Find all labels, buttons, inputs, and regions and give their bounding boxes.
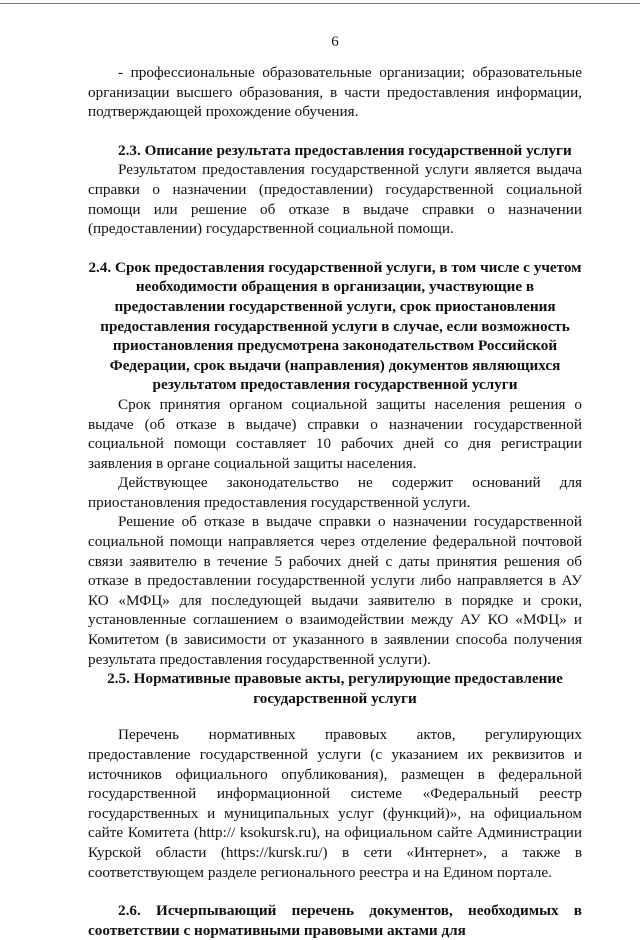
section-2-4-paragraph: Действующее законодательство не содержит оснований для приостановления предоставления государственной услуги. (88, 474, 582, 511)
section-2-5-paragraph: Перечень нормативных правовых актов, регулирующих предоставление государственной услуги (с указанием их реквизитов и источников официального опубликования), размещен в федеральной государственной информационной системе «Федеральный реестр государственных и муниципальных услуг (функций)», на официальном сайте Комитета (http:// ksokursk.ru), на официальном сайте Администрации Курской области (https://kursk.ru/) в сети «Интернет», а также в соответствующем разделе регионального реестра и на Едином портале. (88, 726, 582, 881)
spacer (88, 708, 582, 725)
section-2-6-heading: 2.6. Исчерпывающий перечень документов, необходимых в соответствии с нормативными правовыми актами для (88, 902, 582, 939)
intro-paragraph: - профессиональные образовательные организации; образовательные организации высшего образования, в части предоставления информации, подтверждающей прохождение обучения. (88, 64, 582, 121)
spacer (88, 882, 582, 901)
section-2-4-paragraph: Решение об отказе в выдаче справки о назначении государственной социальной помощи направляется через отделение федеральной почтовой связи заявителю в течение 5 рабочих дней с даты принятия решения об отказе в предоставлении государственной услуги либо направляется в АУ КО «МФЦ» для последующей выдачи заявителю в порядке и сроки, установленные соглашением о взаимодействии между АУ КО «МФЦ» и Комитетом (в зависимости от указанного в заявлении способа получения результата предоставления государственной услуги). (88, 513, 582, 668)
section-2-5-heading: 2.5. Нормативные правовые акты, регулирующие предоставление государственной услуги (107, 670, 563, 707)
section-2-4-paragraph: Срок принятия органом социальной защиты населения решения о выдаче (об отказе в выдаче) справки о назначении государственной социальной помощи составляет 10 рабочих дней со дня регистрации заявления в органе социальной защиты населения. (88, 395, 582, 472)
spacer (88, 122, 582, 141)
section-2-3-heading: 2.3. Описание результата предоставления государственной услуги (118, 141, 572, 159)
section-2-4-heading: 2.4. Срок предоставления государственной услуги, в том числе с учетом необходимости обращения в организации, участвующие в предоставлении государственной услуги, срок приостановления предоставления государственной услуги в случае, если возможность приостановления предусмотрена законодательством Российской Федерации, срок выдачи (направления) документов являющихся результатом предоставления государственной услуги (88, 258, 582, 394)
page-number: 6 (331, 34, 339, 50)
spacer (88, 239, 582, 258)
section-2-3-paragraph: Результатом предоставления государственной услуги является выдача справки о назначении (предоставлении) государственной социальной помощи или решение об отказе в выдаче справки о назначении (предоставлении) государственной социальной помощи. (88, 161, 582, 238)
